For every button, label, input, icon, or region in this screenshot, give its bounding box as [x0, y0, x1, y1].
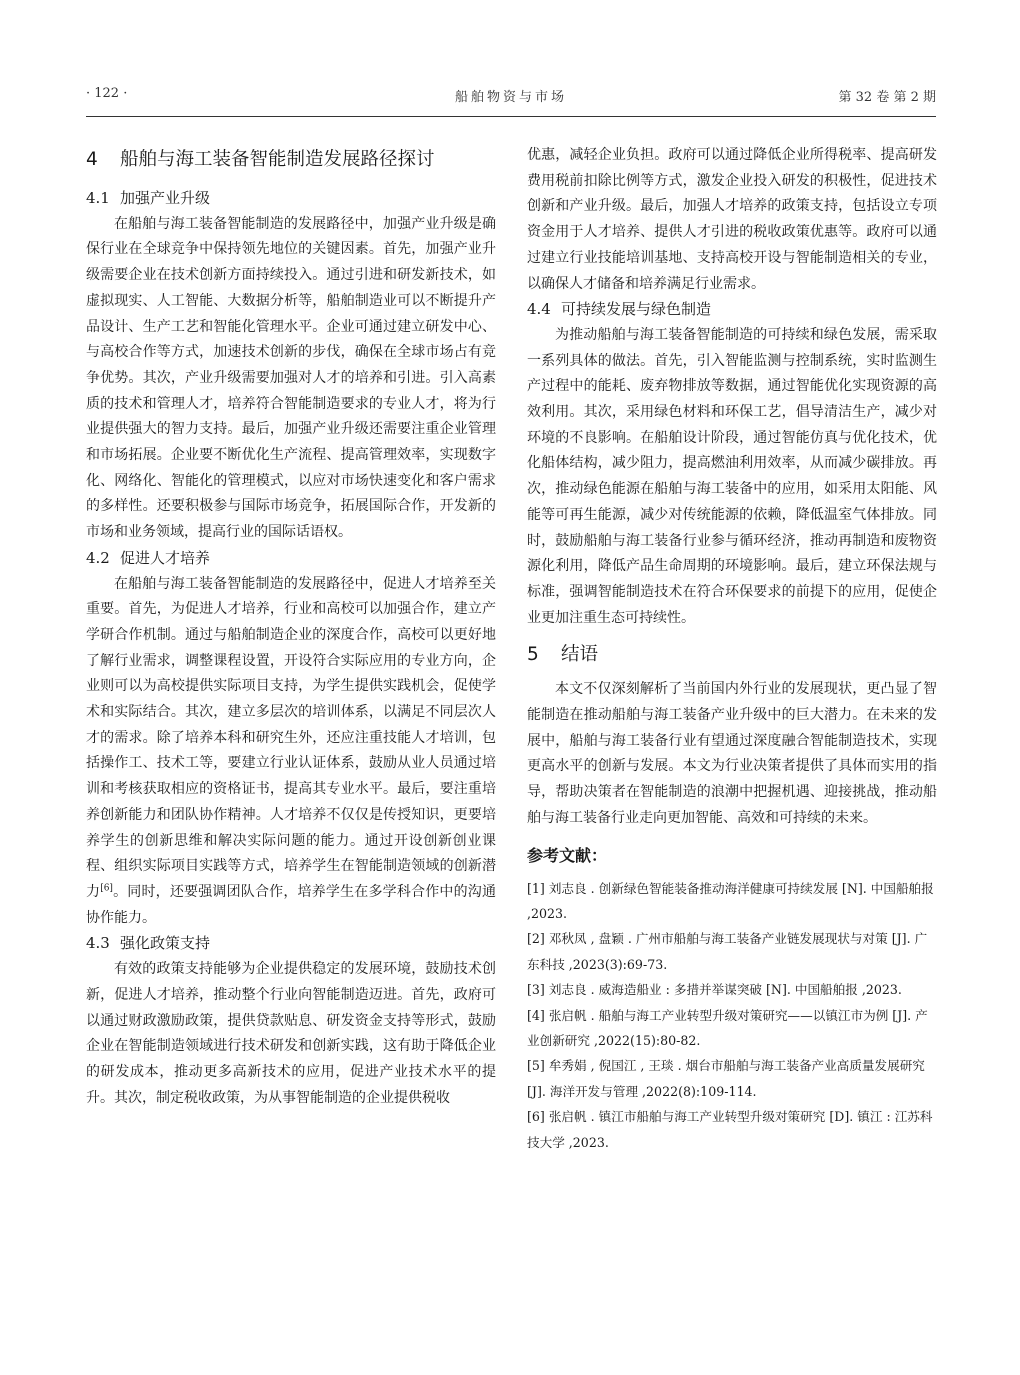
citation-marker: [6]: [100, 883, 113, 894]
section-title: 结语: [561, 644, 599, 666]
paragraph-4-2: [86, 572, 496, 932]
subsection-number: 4.4: [527, 300, 551, 319]
subsection-4-4-heading: [527, 297, 937, 323]
subsection-title: 可持续发展与绿色制造: [561, 300, 712, 319]
subsection-number: 4.1: [86, 189, 110, 207]
subsection-4-1-heading: [86, 186, 496, 212]
section-title: 船舶与海工装备智能制造发展路径探讨: [120, 149, 435, 170]
section-4-heading: [86, 146, 496, 174]
paragraph-text: 在船舶与海工装备智能制造的发展路径中，促进人才培养至关重要。首先，为促进人才培养，行业和高校可以加强合作，建立产学研合作机制。通过与船舶制造企业的深度合作，高校可以更好地了解行业需求，调整课程设置，开设符合实际应用的专业方向，企业则可以为高校提供实际项目支持，为学生提供实践机会，促使学术和实际结合。其次，建立多层次的培训体系，以满足不同层次人才的需求。除了培养本科和研究生外，还应注重技能人才培训，包括操作工、技术工等，要建立行业认证体系，鼓励从业人员通过培训和考核获取相应的资格证书，提高其专业水平。最后，要注重培养创新能力和团队协作精神。人才培养不仅仅是传授知识，更要培养学生的创新思维和解决实际问题的能力。通过开设创新创业课程、组织实际项目实践等方式，培养学生在智能制造领域的创新潜力: [86, 575, 496, 900]
left-column: [86, 140, 496, 1111]
references-heading: 参考文献：: [527, 845, 608, 865]
subsection-title: 强化政策支持: [120, 934, 211, 953]
paragraph-4-3-part1: 有效的政策支持能够为企业提供稳定的发展环境，鼓励技术创新，促进人才培养，推动整个行业向智能制造迈进。首先，政府可以通过财政激励政策，提供贷款贴息、研发资金支持等形式，鼓励企业在智能制造领域进行技术研发和创新实践，这有助于降低企业的研发成本，推动更多高新技术的应用，促进产业技术水平的提升。其次，制定税收政策，为从事智能制造的企业提供税收: [86, 961, 496, 1106]
subsection-number: 4.2: [86, 548, 110, 567]
issue-info: 第 32 卷 第 2 期: [838, 90, 936, 105]
reference-item: [5] 牟秀娟 , 倪国江 , 王琰 . 烟台市船舶与海工装备产业高质量发展研究 [J]. 海洋开发与管理 ,2022(8):109-114.: [527, 1058, 925, 1099]
section-number: 5: [527, 644, 539, 666]
paragraph-5: 本文不仅深刻解析了当前国内外行业的发展现状，更凸显了智能制造在推动船舶与海工装备产业升级中的巨大潜力。在未来的发展中，船舶与海工装备行业有望通过深度融合智能制造技术，实现更高水平的创新与发展。本文为行业决策者提供了具体而实用的指导，帮助决策者在智能制造的浪潮中把握机遇、迎接挑战，推动船舶与海工装备行业走向更加智能、高效和可持续的未来。: [527, 681, 937, 826]
reference-item: [4] 张启帆 . 船舶与海工产业转型升级对策研究——以镇江市为例 [J]. 产业创新研究 ,2022(15):80-82.: [527, 1007, 928, 1049]
subsection-4-3-heading: [86, 931, 496, 957]
page-number: · 122 ·: [86, 86, 128, 101]
journal-name: 船舶物资与市场: [454, 90, 567, 105]
paragraph-4-1: 在船舶与海工装备智能制造的发展路径中，加强产业升级是确保行业在全球竞争中保持领先地位的关键因素。首先，加强产业升级需要企业在技术创新方面持续投入。通过引进和研发新技术，如虚拟现实、人工智能、大数据分析等，船舶制造业可以不断提升产品设计、生产工艺和智能化管理水平。企业可通过建立研发中心、与高校合作等方式，加速技术创新的步伐，确保在全球市场占有竞争优势。其次，产业升级需要加强对人才的培养和引进。引入高素质的技术和管理人才，培养符合智能制造要求的专业人才，将为行业提供强大的智力支持。最后，加强产业升级还需要注重企业管理和市场拓展。企业要不断优化生产流程、提高管理效率，实现数字化、网络化、智能化的管理模式，以应对市场快速变化和客户需求的多样性。还要积极参与国际市场竞争，拓展国际合作，开发新的市场和业务领域，提高行业的国际话语权。: [86, 215, 496, 541]
running-header: [86, 86, 936, 108]
subsection-number: 4.3: [86, 934, 110, 953]
paragraph-4-4: 为推动船舶与海工装备智能制造的可持续和绿色发展，需采取一系列具体的做法。首先，引入智能监测与控制系统，实时监测生产过程中的能耗、废弃物排放等数据，通过智能优化实现资源的高效利用。其次，采用绿色材料和环保工艺，倡导清洁生产，减少对环境的不良影响。在船舶设计阶段，通过智能仿真与优化技术，优化船体结构，减少阻力，提高燃油利用效率，从而减少碳排放。再次，推动绿色能源在船舶与海工装备中的应用，如采用太阳能、风能等可再生能源，减少对传统能源的依赖，降低温室气体排放。同时，鼓励船舶与海工装备行业参与循环经济，推动再制造和废物资源化利用，降低产品生命周期的环境影响。最后，建立环保法规与标准，强调智能制造技术在符合环保要求的前提下的应用，促使企业更加注重生态可持续性。: [527, 326, 937, 626]
reference-item: [3] 刘志良 . 威海造船业 : 多措并举谋突破 [N]. 中国船舶报 ,2023.: [527, 982, 902, 998]
paragraph-4-3-part2: 优惠，减轻企业负担。政府可以通过降低企业所得税率、提高研发费用税前扣除比例等方式，激发企业投入研发的积极性，促进技术创新和产业升级。最后，加强人才培养的政策支持，包括设立专项资金用于人才培养、提供人才引进的税收政策优惠等。政府可以通过建立行业技能培训基地、支持高校开设与智能制造相关的专业，以确保人才储备和培养满足行业需求。: [527, 147, 937, 292]
header-rule: [86, 116, 936, 117]
subsection-4-2-heading: [86, 546, 496, 572]
subsection-title: 促进人才培养: [120, 548, 211, 567]
paragraph-text: 。同时，还要强调团队合作，培养学生在多学科合作中的沟通协作能力。: [86, 883, 496, 926]
subsection-title: 加强产业升级: [120, 189, 211, 207]
reference-item: [2] 邓秋凤 , 盘颖 . 广州市船舶与海工装备产业链发展现状与对策 [J]. 广东科技 ,2023(3):69-73.: [527, 931, 928, 972]
reference-list: [527, 876, 937, 1155]
section-number: 4: [86, 149, 98, 170]
right-column: [527, 143, 937, 1155]
section-5-heading: [527, 641, 937, 669]
reference-item: [6] 张启帆 . 镇江市船舶与海工产业转型升级对策研究 [D]. 镇江 : 江苏科技大学 ,2023.: [527, 1109, 933, 1150]
reference-item: [1] 刘志良 . 创新绿色智能装备推动海洋健康可持续发展 [N]. 中国船舶报 ,2023.: [527, 880, 934, 921]
